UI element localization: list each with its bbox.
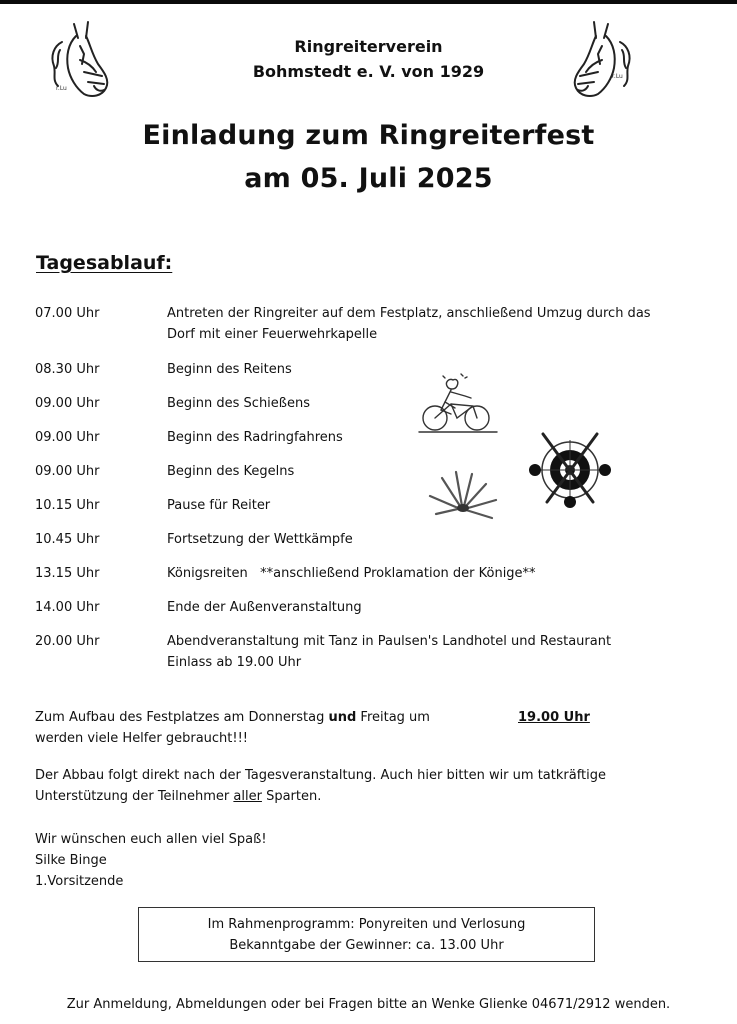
club-name — [200, 34, 537, 84]
schedule-row — [35, 529, 695, 563]
horse-head-icon — [40, 16, 120, 102]
teardown-text: Unterstützung der Teilnehmer — [35, 789, 234, 804]
schedule-description: Beginn des Reitens — [167, 362, 292, 377]
schedule-time: 08.30 Uhr — [35, 362, 100, 377]
schedule-description: Fortsetzung der Wettkämpfe — [167, 532, 353, 547]
title-line2: am 05. Juli 2025 — [244, 163, 493, 194]
schedule-description: Beginn des Kegelns — [167, 464, 295, 479]
schedule-time: 10.15 Uhr — [35, 498, 100, 513]
shooting-target-icon — [525, 428, 615, 512]
svg-text:r.Lu: r.Lu — [56, 85, 67, 92]
title-line1: Einladung zum Ringreiterfest — [142, 120, 595, 151]
setup-time: 19.00 Uhr — [518, 710, 590, 725]
schedule-row — [35, 597, 695, 631]
schedule-heading: Tagesablauf: — [36, 252, 173, 274]
side-program-box — [138, 907, 595, 962]
teardown-text-underlined: aller — [233, 789, 262, 804]
schedule-time: 14.00 Uhr — [35, 600, 100, 615]
schedule-time: 07.00 Uhr — [35, 306, 100, 321]
schedule-row — [35, 303, 695, 359]
schedule-time: 20.00 Uhr — [35, 634, 100, 649]
closing-greeting: Wir wünschen euch allen viel Spaß! — [35, 832, 267, 847]
schedule-time: 13.15 Uhr — [35, 566, 100, 581]
setup-text: Freitag um — [356, 710, 430, 725]
top-border-bar — [0, 0, 737, 4]
schedule-description: Antreten der Ringreiter auf dem Festplatz, anschließend Umzug durch das Dorf mit einer Feuerwehrkapelle — [167, 306, 651, 342]
schedule-time: 09.00 Uhr — [35, 464, 100, 479]
signer-role: 1.Vorsitzende — [35, 874, 124, 889]
cyclist-icon — [415, 368, 500, 438]
teardown-paragraph — [35, 765, 715, 807]
schedule-description: Beginn des Schießens — [167, 396, 310, 411]
closing-signature — [35, 829, 715, 892]
club-name-line2: Bohmstedt e. V. von 1929 — [252, 62, 485, 81]
club-name-line1: Ringreiterverein — [294, 37, 443, 56]
schedule-row — [35, 631, 695, 675]
schedule-description: Beginn des Radringfahrens — [167, 430, 343, 445]
schedule-row — [35, 563, 695, 597]
svg-text:r.Lu: r.Lu — [612, 73, 623, 80]
teardown-text: Sparten. — [261, 789, 322, 804]
setup-text: Zum Aufbau des Festplatzes am Donnerstag — [35, 710, 329, 725]
page-title — [60, 114, 677, 200]
schedule-description: Ende der Außenveranstaltung — [167, 600, 362, 615]
teardown-line1: Der Abbau folgt direkt nach der Tagesveranstaltung. Auch hier bitten wir um tatkräftige — [35, 768, 607, 783]
schedule-description: Abendveranstaltung mit Tanz in Paulsen's Landhotel und Restaurant Einlass ab 19.00 Uhr — [167, 634, 612, 670]
schedule-time: 09.00 Uhr — [35, 430, 100, 445]
schedule-row — [35, 393, 695, 427]
schedule-description: Königsreiten **anschließend Proklamation der Könige** — [167, 566, 536, 581]
bowling-pins-icon — [422, 462, 502, 524]
setup-line2: werden viele Helfer gebraucht!!! — [35, 731, 249, 746]
signer-name: Silke Binge — [35, 853, 107, 868]
setup-line1 — [35, 707, 715, 728]
setup-text-bold: und — [328, 710, 357, 725]
horse-head-icon — [562, 16, 642, 102]
side-program-line1: Im Rahmenprogramm: Ponyreiten und Verlosung — [207, 917, 526, 932]
schedule-description: Pause für Reiter — [167, 498, 271, 513]
schedule-time: 09.00 Uhr — [35, 396, 100, 411]
schedule-time: 10.45 Uhr — [35, 532, 100, 547]
schedule-row — [35, 359, 695, 393]
side-program-line2: Bekanntgabe der Gewinner: ca. 13.00 Uhr — [229, 938, 504, 953]
setup-paragraph — [35, 707, 715, 749]
teardown-line2 — [35, 786, 715, 807]
contact-footer: Zur Anmeldung, Abmeldungen oder bei Fragen bitte an Wenke Glienke 04671/2912 wenden. — [66, 997, 671, 1012]
